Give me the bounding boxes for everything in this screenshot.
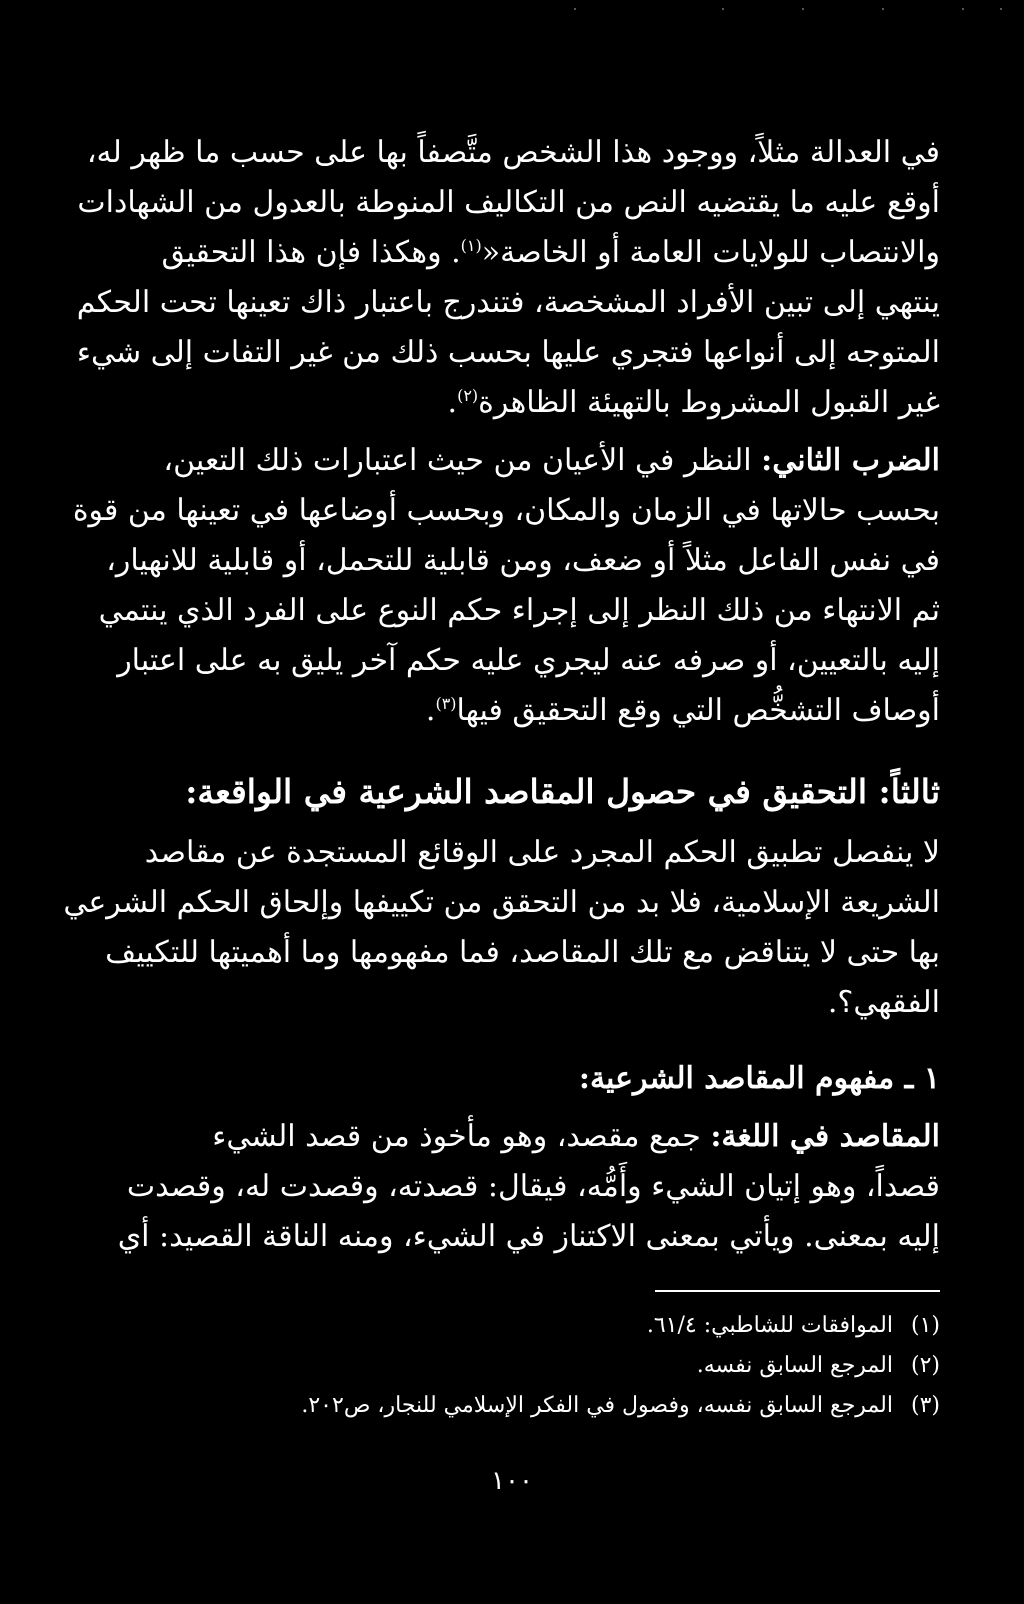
text-line: في العدالة مثلاً، ووجود هذا الشخص متَّصفاً بها على حسب ما ظهر له، xyxy=(86,135,940,170)
text-line: الشريعة الإسلامية، فلا بد من التحقق من تكييفها وإلحاق الحكم الشرعي xyxy=(63,885,940,920)
text-line xyxy=(88,228,940,278)
paragraph-lead: المقاصد في اللغة: xyxy=(710,1119,940,1154)
text-line: ثم الانتهاء من ذلك النظر إلى إجراء حكم النوع على الفرد الذي ينتمي xyxy=(98,593,940,628)
footnote-ref-2: (٢) xyxy=(457,386,479,405)
text-line: لا ينفصل تطبيق الحكم المجرد على الوقائع المستجدة عن مقاصد xyxy=(144,835,940,870)
text-line xyxy=(88,1112,940,1162)
paragraph-definition xyxy=(88,1112,940,1262)
text-line: بحسب حالاتها في الزمان والمكان، وبحسب أوضاعها في تعينها من قوة xyxy=(72,493,940,528)
scan-mark xyxy=(962,8,964,10)
footnote xyxy=(88,1306,940,1346)
scan-mark xyxy=(802,8,804,10)
section-heading: ثالثاً: التحقيق في حصول المقاصد الشرعية في الواقعة: xyxy=(185,772,940,811)
text-line: أوقع عليه ما يقتضيه النص من التكاليف المنوطة بالعدول من الشهادات xyxy=(77,185,940,220)
subsection-heading: ١ ـ مفهوم المقاصد الشرعية: xyxy=(578,1061,940,1096)
text-run: والانتصاب للولايات العامة أو الخاصة« xyxy=(481,235,940,270)
footnote-number: (٣) xyxy=(910,1393,940,1418)
footnote-number: (١) xyxy=(910,1313,940,1338)
footnote xyxy=(88,1346,940,1386)
scan-mark xyxy=(722,8,724,10)
footnote-text: الموافقات للشاطبي: ٦١/٤. xyxy=(646,1313,893,1338)
text-run: النظر في الأعيان من حيث اعتبارات ذلك التعين، xyxy=(163,443,762,478)
footnote-text: المرجع السابق نفسه، وفصول في الفكر الإسلامي للنجار، ص٢٠٢. xyxy=(301,1393,893,1418)
text-line xyxy=(88,436,940,486)
footnote-ref-3: (٣) xyxy=(435,694,457,713)
text-run: أوصاف التشخُّص التي وقع التحقيق فيها xyxy=(456,693,940,728)
text-line: في نفس الفاعل مثلاً أو ضعف، ومن قابلية للتحمل، أو قابلية للانهيار، xyxy=(106,543,940,578)
text-run: . xyxy=(447,385,458,420)
text-line: بها حتى لا يتناقض مع تلك المقاصد، فما مفهومها وما أهميتها للتكييف xyxy=(105,935,940,970)
paragraph-lead: الضرب الثاني: xyxy=(761,443,940,478)
text-line: المتوجه إلى أنواعها فتجري عليها بحسب ذلك من غير التفات إلى شيء xyxy=(76,335,940,370)
text-run: . وهكذا فإن هذا التحقيق xyxy=(161,235,461,270)
text-line: الفقهي؟. xyxy=(827,985,940,1020)
scan-mark xyxy=(574,8,576,10)
text-line: ينتهي إلى تبين الأفراد المشخصة، فتندرج باعتبار ذاك تعينها تحت الحكم xyxy=(76,285,940,320)
page-number: ١٠٠ xyxy=(491,1466,533,1496)
text-run: جمع مقصد، وهو مأخوذ من قصد الشيء xyxy=(212,1119,711,1154)
footnote xyxy=(88,1386,940,1426)
paragraph-justice xyxy=(76,128,940,428)
footnote-text: المرجع السابق نفسه. xyxy=(696,1353,893,1378)
text-line: إليه بالتعيين، أو صرفه عنه ليجري عليه حكم آخر يليق به على اعتبار xyxy=(117,643,940,678)
scan-mark xyxy=(882,8,884,10)
footnotes xyxy=(88,1306,940,1426)
text-line xyxy=(88,686,940,736)
text-run: . xyxy=(425,693,436,728)
footnote-ref-1: (١) xyxy=(460,236,482,255)
text-run: غير القبول المشروط بالتهيئة الظاهرة xyxy=(478,385,940,420)
footnote-divider xyxy=(655,1290,940,1292)
text-line: قصداً، وهو إتيان الشيء وأَمُّه، فيقال: قصدته، وقصدت له، وقصدت xyxy=(126,1169,940,1204)
text-line: إليه بمعنى. ويأتي بمعنى الاكتناز في الشيء، ومنه الناقة القصيد: أي xyxy=(117,1219,940,1254)
book-page xyxy=(63,128,940,1426)
paragraph-second-type xyxy=(72,436,940,736)
scan-mark xyxy=(1000,8,1002,10)
text-line xyxy=(88,378,940,428)
paragraph-objectives xyxy=(63,828,940,1028)
footnote-number: (٢) xyxy=(910,1353,940,1378)
